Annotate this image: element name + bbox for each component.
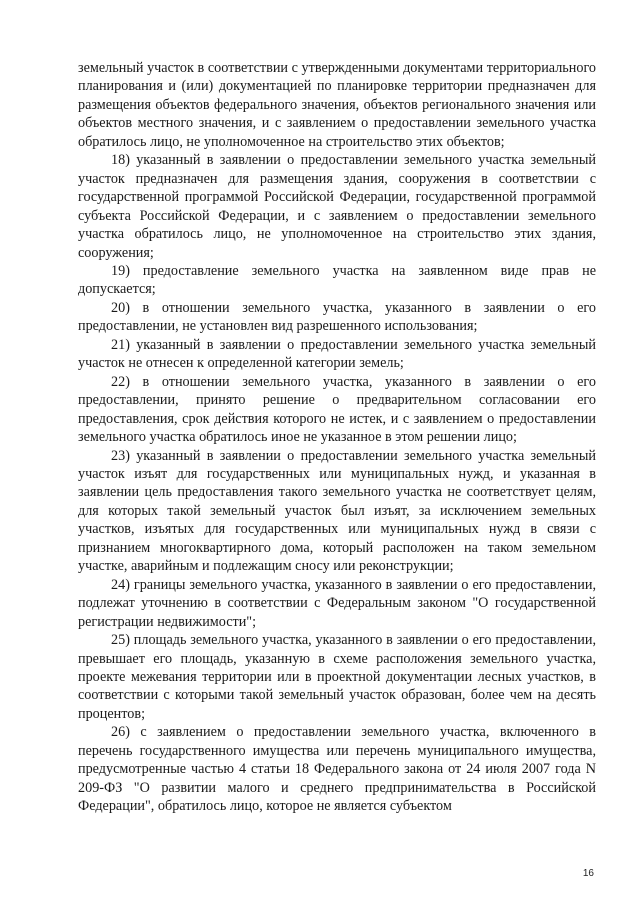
paragraph-item-25: 25) площадь земельного участка, указанного в заявлении о его предоставлении, превышает его площадь, указанную в схеме расположения земельного участка, проекте межевания территории или в проектной документации лесных участков, в соответствии с которыми такой земельный участок образован, более чем на десять процентов;: [78, 632, 596, 722]
body-text: [78, 59, 596, 816]
paragraph-item-20: 20) в отношении земельного участка, указанного в заявлении о его предоставлении, не установлен вид разрешенного использования;: [78, 299, 596, 335]
paragraph-item-24: 24) границы земельного участка, указанного в заявлении о его предоставлении, подлежат уточнению в соответствии с Федеральным законом "О государственной регистрации недвижимости";: [78, 576, 596, 630]
page-number: 16: [582, 868, 594, 879]
paragraph-item-26: 26) с заявлением о предоставлении земельного участка, включенного в перечень государственного имущества или перечень муниципального имущества, предусмотренные частью 4 статьи 18 Федерального закона от 24 июля 2007 года N 209-ФЗ "О развитии малого и среднего предпринимательства в Российской Федерации", обратилось лицо, которое не является субъектом: [78, 724, 596, 815]
paragraph-item-23: 23) указанный в заявлении о предоставлении земельного участка земельный участок изъят для государственных или муниципальных нужд, и указанная в заявлении цель предоставления такого земельного участка не соответствует целям, для которых такой земельный участок был изъят, за исключением земельных участков, изъятых для государственных или муниципальных нужд в связи с признанием многоквартирного дома, который расположен на таком земельном участке, аварийным и подлежащим сносу или реконструкции;: [78, 447, 596, 575]
paragraph-item-19: 19) предоставление земельного участка на заявленном виде прав не допускается;: [78, 262, 596, 298]
paragraph-item-18: 18) указанный в заявлении о предоставлении земельного участка земельный участок предназначен для размещения здания, сооружения в соответствии с государственной программой Российской Федерации, государственной программой субъекта Российской Федерации, и с заявлением о предоставлении земельного участка обратилось лицо, не уполномоченное на строительство этих здания, сооружения;: [78, 152, 596, 261]
paragraph-continuation: земельный участок в соответствии с утвержденными документами территориального планирования и (или) документацией по планировке территории предназначен для размещения объектов федерального значения, объектов регионального значения или объектов местного значения, и с заявлением о предоставлении земельного участка обратилось лицо, не уполномоченное на строительство этих объектов;: [78, 60, 596, 150]
paragraph-item-22: 22) в отношении земельного участка, указанного в заявлении о его предоставлении, принято решение о предварительном согласовании его предоставления, срок действия которого не истек, и с заявлением о предоставлении земельного участка обратилось иное не указанное в этом решении лицо;: [78, 373, 596, 446]
paragraph-item-21: 21) указанный в заявлении о предоставлении земельного участка земельный участок не отнесен к определенной категории земель;: [78, 336, 596, 372]
